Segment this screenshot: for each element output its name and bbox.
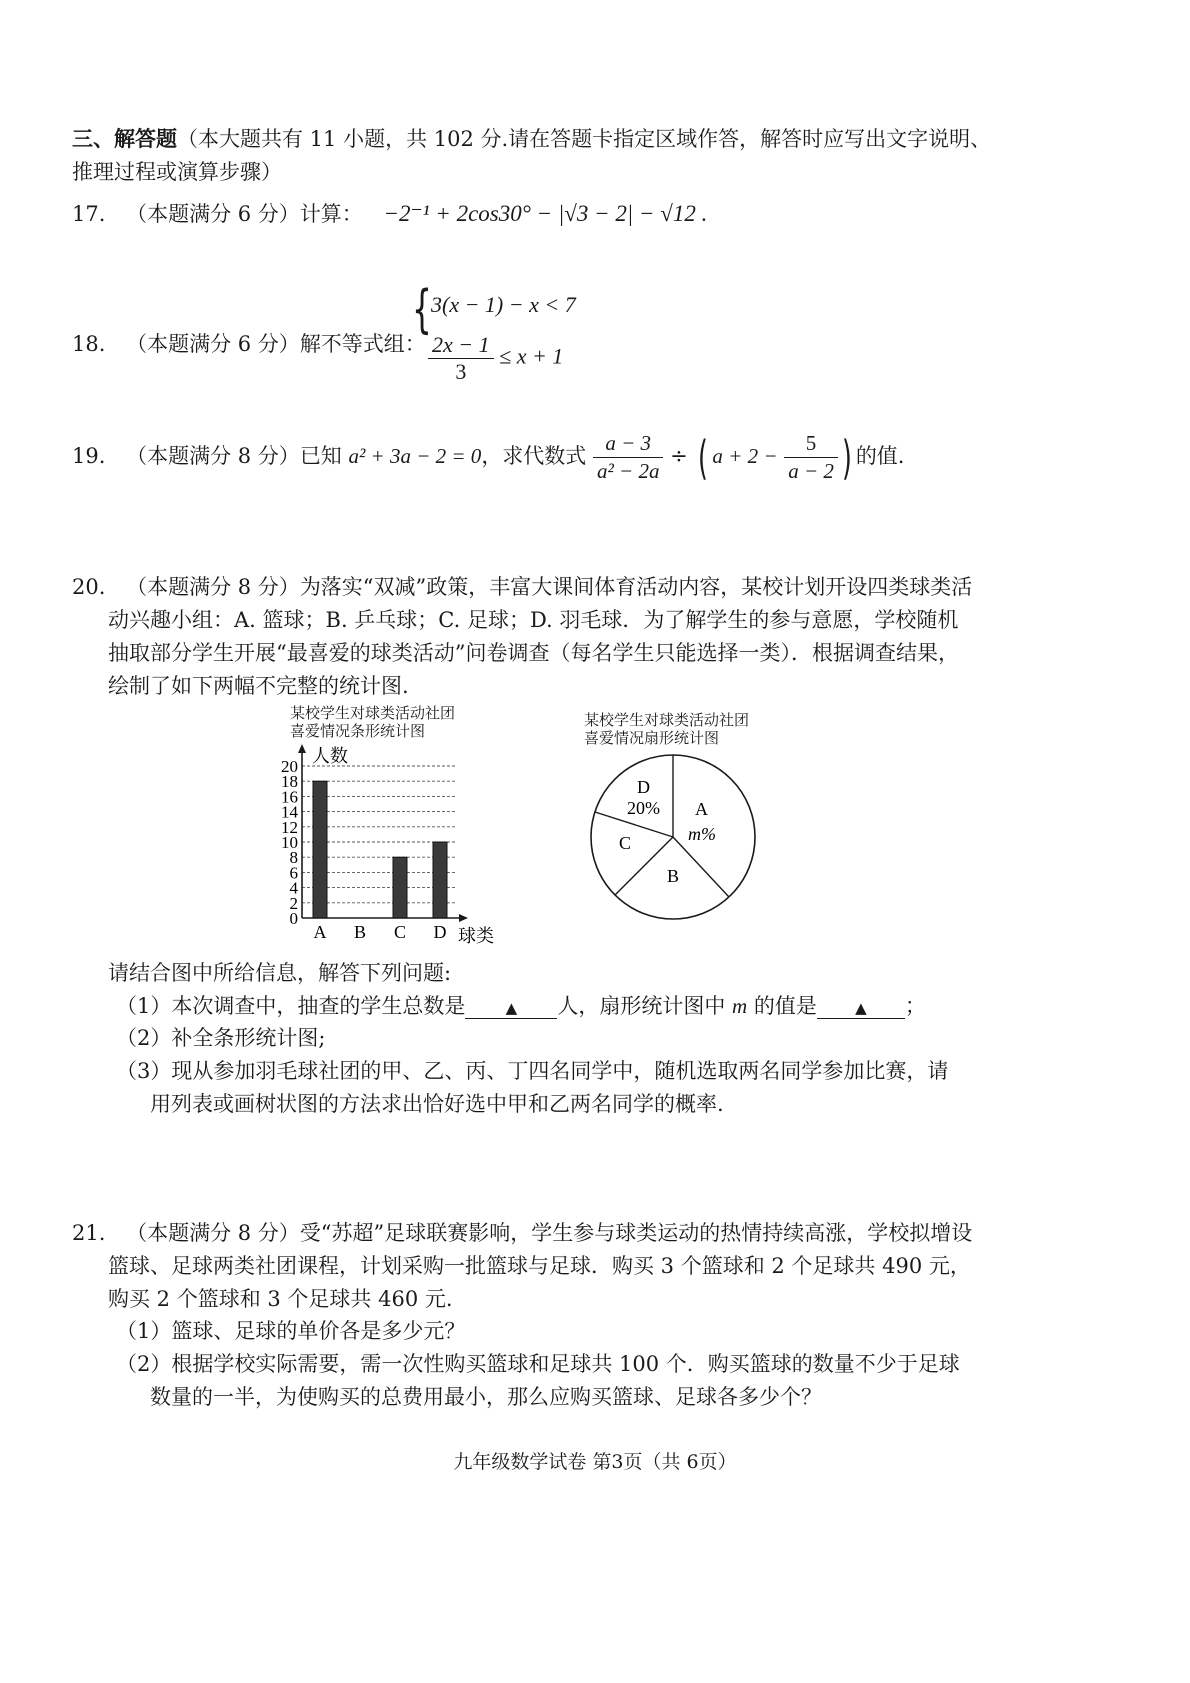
x-axis-label: 球类 [458, 926, 494, 946]
x-axis-arrow-icon [459, 914, 468, 922]
left-paren-icon: ( [698, 430, 709, 485]
given-equation: a² + 3a − 2 = 0 [348, 444, 482, 468]
q20-sub2: （2）补全条形统计图; [116, 1026, 326, 1050]
answer-blank-m[interactable] [817, 999, 905, 1019]
frac1-denominator: a² − 2a [593, 457, 663, 485]
page-footer: 九年级数学试卷 第3页（共 6页） [453, 1451, 737, 1473]
inequality-1: 3(x − 1) − x < 7 [431, 292, 576, 317]
y-tick-label: 12 [281, 817, 298, 837]
sub1-text-b: 人，扇形统计图中 [557, 994, 733, 1018]
q21-sub1: （1）篮球、足球的单价各是多少元？ [116, 1319, 466, 1343]
section-title: 三、解答题 [72, 126, 177, 151]
y-tick-label: 6 [289, 863, 298, 883]
y-tick-label: 10 [281, 833, 298, 852]
section-intro-line2: 推理过程或演算步骤） [72, 160, 282, 184]
question-18 [72, 331, 426, 357]
x-tick-label: A [313, 922, 327, 942]
inequality-2-rest: ≤ x + 1 [499, 343, 564, 369]
pie-chart-title-line2: 喜爱情况扇形统计图 [584, 729, 720, 747]
question-line3: 抽取部分学生开展“最喜爱的球类活动”问卷调查（每名学生只能选择一类）．根据调查结果， [108, 641, 959, 665]
y-tick-label: 8 [289, 848, 298, 868]
pie-slice-value-a: m% [688, 824, 716, 844]
bar-chart-title-line2: 喜爱情况条形统计图 [290, 722, 426, 740]
question-points: （本题满分 6 分） [126, 202, 300, 226]
frac1-numerator: a − 3 [605, 430, 652, 455]
math-expression: −2⁻¹ + 2cos30° − |√3 − 2| − √12 . [383, 201, 708, 226]
question-number: 20. [72, 575, 106, 599]
question-number: 17. [72, 202, 106, 226]
question-17 [72, 200, 707, 229]
divide-sign: ÷ [670, 444, 688, 468]
pie-chart-title-line1: 某校学生对球类活动社团 [584, 711, 750, 729]
x-tick-label: D [433, 922, 447, 942]
y-axis-arrow-icon [298, 744, 306, 753]
question-lead: 已知 [299, 444, 349, 468]
question-21 [72, 1220, 972, 1246]
pie-slice-value-d: 20% [627, 798, 660, 818]
sub1-text-a: （1）本次调查中，抽查的学生总数是 [116, 994, 466, 1018]
question-lead: 计算： [299, 202, 363, 226]
frac-denominator: 3 [428, 358, 494, 385]
question-number: 18. [72, 332, 106, 356]
y-tick-label: 0 [289, 909, 298, 928]
section-intro: （本大题共有 11 小题，共 102 分.请在答题卡指定区域作答，解答时应写出文字说明、 [177, 127, 992, 151]
question-line4: 绘制了如下两幅不完整的统计图. [108, 674, 409, 698]
question-tail: 的值. [855, 444, 905, 468]
q20-sub3-line2: 用列表或画树状图的方法求出恰好选中甲和乙两名同学的概率. [150, 1092, 724, 1116]
x-tick-label: C [393, 922, 407, 942]
pie-slice-label-d: D [637, 777, 650, 797]
inequality-2 [428, 332, 563, 385]
y-tick-label: 4 [289, 878, 298, 898]
section-heading [72, 126, 991, 152]
question-20 [72, 574, 972, 600]
frac-numerator: 2x − 1 [432, 332, 490, 357]
q20-sub1 [116, 993, 926, 1019]
bar-d [433, 842, 447, 918]
right-paren-icon: ) [841, 430, 852, 485]
y-tick-label: 16 [281, 787, 298, 807]
pie-slice-label-c: C [619, 833, 632, 853]
sub1-end: ； [904, 994, 926, 1018]
y-tick-label: 2 [289, 893, 298, 913]
bar-chart-title-line1: 某校学生对球类活动社团 [290, 704, 456, 722]
y-axis-label: 人数 [312, 746, 348, 766]
question-lead: 解不等式组： [299, 332, 426, 356]
question-19 [72, 428, 905, 486]
variable-m: m [732, 994, 748, 1018]
q21-sub2-line2: 数量的一半，为使购买的总费用最小，那么应购买篮球、足球各多少个？ [150, 1385, 822, 1409]
question-number: 21. [72, 1221, 106, 1245]
blank-mark-icon: ▲ [505, 999, 518, 1017]
question-points: （本题满分 8 分） [126, 444, 300, 468]
paren-expression: a + 2 − [712, 444, 778, 468]
question-points: （本题满分 8 分） [126, 575, 300, 599]
bar-chart [262, 742, 512, 952]
question-points: （本题满分 8 分） [126, 1221, 300, 1245]
bar-a [313, 781, 327, 918]
question-line1: 为落实“双减”政策，丰富大课间体育活动内容，某校计划开设四类球类活 [299, 575, 973, 599]
question-points: （本题满分 6 分） [126, 332, 300, 356]
question-line1: 受“苏超”足球联赛影响，学生参与球类运动的热情持续高涨，学校拟增设 [299, 1221, 973, 1245]
sub1-text-c: 的值是 [747, 994, 817, 1018]
frac2-numerator: 5 [805, 430, 817, 455]
question-line3: 购买 2 个篮球和 3 个足球共 460 元. [108, 1287, 453, 1311]
question-mid: ，求代数式 [481, 444, 587, 468]
x-tick-label: B [353, 922, 367, 942]
blank-mark-icon: ▲ [855, 999, 867, 1017]
bar-c [393, 857, 407, 918]
pie-slice-label-b: B [667, 866, 680, 886]
q20-prompt: 请结合图中所给信息，解答下列问题: [108, 961, 452, 985]
frac2-denominator: a − 2 [784, 457, 838, 485]
question-line2: 动兴趣小组：A. 篮球；B. 乒乓球；C. 足球；D. 羽毛球．为了解学生的参与意愿，学校随机 [108, 608, 959, 632]
q20-sub3-line1: （3）现从参加羽毛球社团的甲、乙、丙、丁四名同学中，随机选取两名同学参加比赛，请 [116, 1059, 949, 1083]
question-line2: 篮球、足球两类社团课程，计划采购一批篮球与足球．购买 3 个篮球和 2 个足球共 490 元， [108, 1254, 971, 1278]
answer-blank-total[interactable] [465, 999, 557, 1019]
q21-sub2-line1: （2）根据学校实际需要，需一次性购买篮球和足球共 100 个．购买篮球的数量不少于足球 [116, 1352, 960, 1376]
system-brace-icon: { [412, 280, 432, 340]
y-tick-label: 20 [281, 757, 298, 776]
pie-chart [588, 752, 758, 922]
y-tick-label: 14 [281, 802, 298, 822]
pie-slice-label-a: A [695, 799, 708, 819]
y-tick-label: 18 [281, 772, 298, 792]
question-number: 19. [72, 444, 106, 468]
